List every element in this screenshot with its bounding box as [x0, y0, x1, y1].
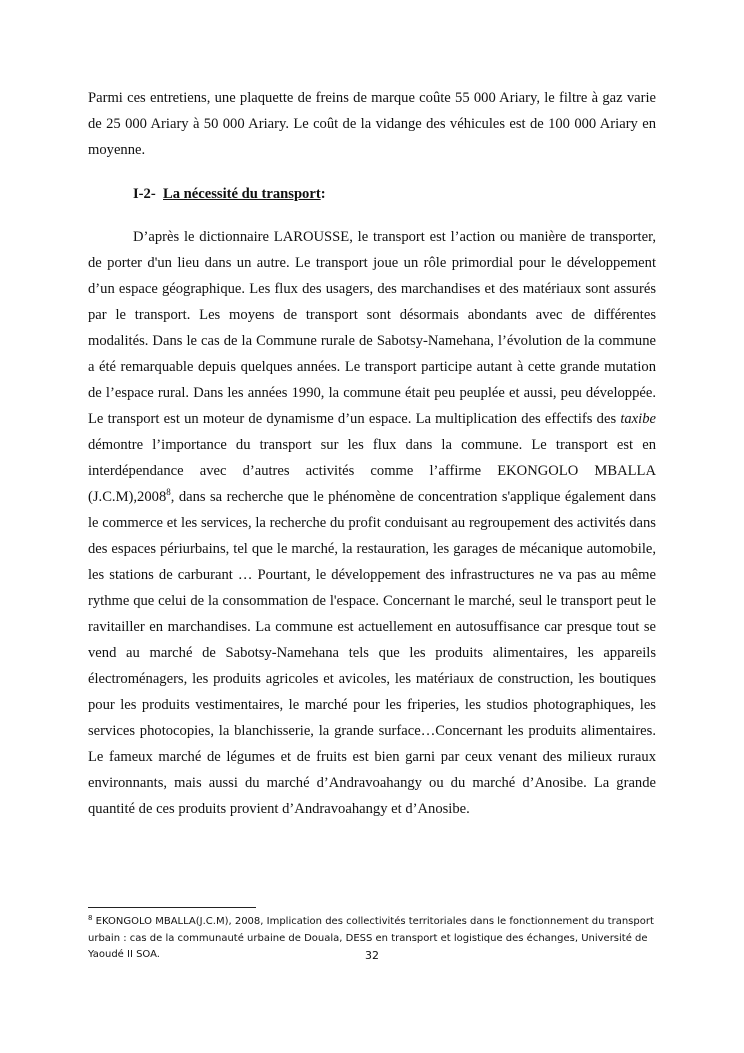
section-title: La nécessité du transport — [163, 186, 321, 202]
paragraph-text-part-1: D’après le dictionnaire LAROUSSE, le transport est l’action ou manière de transporter, de porter d'un lieu dans un autre. Le transport joue un rôle primordial pour le développement d’un espace géographique. Les flux des usagers, des marchandises et des matériaux sont assurés par le transport. Les moyens de transport sont désormais abondants avec de différentes modalités. Dans le cas de la Commune rurale de Sabotsy-Namehana, l’évolution de la commune a été remarquable depuis quelques années. Le transport participe autant à cette grande mutation de l’espace rural. Dans les années 1990, la commune était peu peuplée et aussi, peu développée. Le transport est un moteur de dynamisme d’un espace. La multiplication des effectifs des — [88, 229, 656, 427]
section-heading — [133, 181, 633, 207]
paragraph-text-part-2: démontre l’importance du transport sur les flux dans la commune. Le transport est en interdépendance avec d’autres activités comme l’affirme EKONGOLO MBALLA (J.C.M),2008 — [88, 437, 656, 505]
footnote-text: EKONGOLO MBALLA(J.C.M), 2008, Implication des collectivités territoriales dans le fonctionnement du transport urbain : cas de la communauté urbaine de Douala, DESS en transport et logistique des échanges, Université de Yaoudé II SOA. — [88, 916, 654, 960]
footnote-number: 8 — [88, 914, 93, 922]
section-colon: : — [320, 186, 326, 202]
section-number: I-2- — [133, 186, 156, 202]
footnote-separator — [88, 907, 256, 908]
paragraph-transport-necessity — [88, 224, 656, 822]
paragraph-maintenance-costs: Parmi ces entretiens, une plaquette de freins de marque coûte 55 000 Ariary, le filtre à gaz varie de 25 000 Ariary à 50 000 Ariary. Le coût de la vidange des véhicules est de 100 000 Ariary en moyenne. — [88, 90, 656, 158]
footnote-reference[interactable]: 8 — [166, 487, 171, 497]
page-number: 32 — [365, 949, 379, 962]
paragraph-text-part-3: , dans sa recherche que le phénomène de concentration s'applique également dans le commerce et les services, la recherche du profit conduisant au regroupement des activités dans des espaces périurbains, tel que le marché, la restauration, les garages de mécanique automobile, les stations de carburant … Pourtant, le développement des infrastructures ne va pas au même rythme que celui de la consommation de l'espace. Concernant le marché, seul le transport peut le ravitailler en marchandises. La commune est actuellement en autosuffisance car presque tout se vend au marché de Sabotsy-Namehana tels que les produits alimentaires, les appareils électroménagers, les produits agricoles et avicoles, les matériaux de construction, les boutiques pour les produits vestimentaires, le marché pour les friperies, les studios photographiques, les services photocopies, la blanchisserie, la grande surface…Concernant les produits alimentaires. Le fameux marché de légumes et de fruits est bien garni par ceux venant des milieux ruraux environnants, mais aussi du marché d’Andravoahangy ou du marché d’Anosibe. La grande quantité de ces produits provient d’Andravoahangy et d’Anosibe. — [88, 489, 656, 817]
italic-term: taxibe — [620, 411, 656, 427]
